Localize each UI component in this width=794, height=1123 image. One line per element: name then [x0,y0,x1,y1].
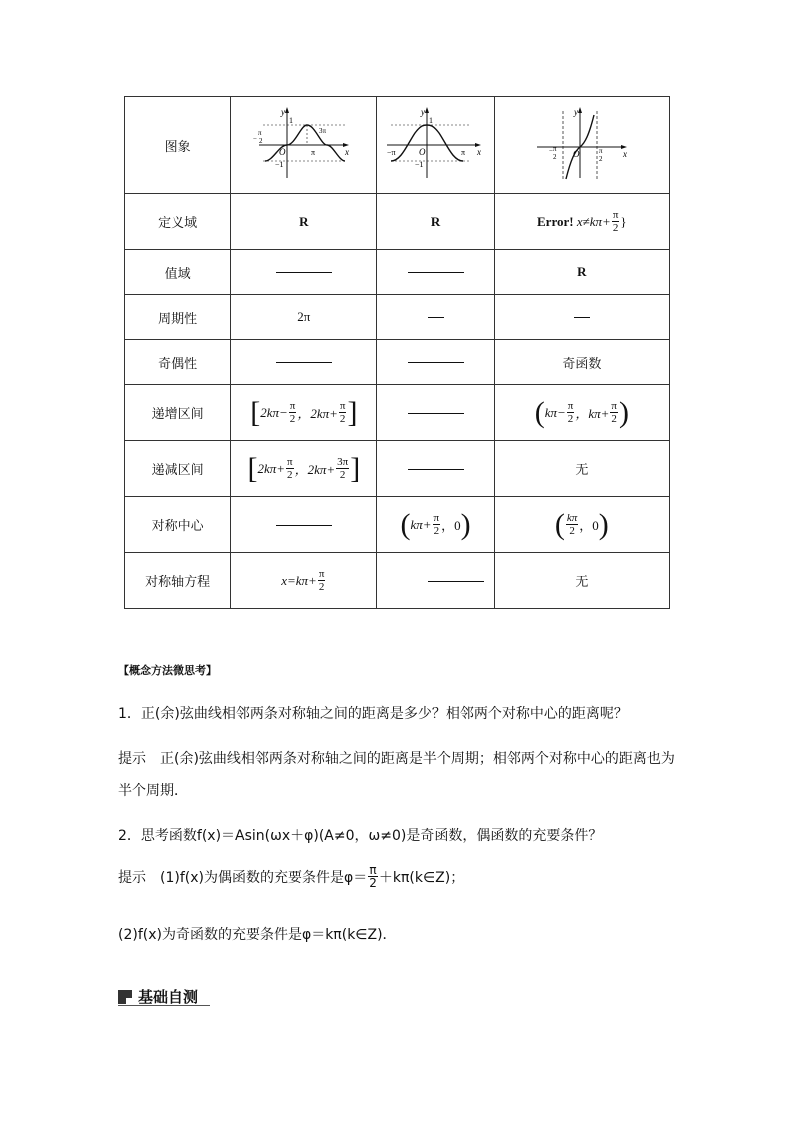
tangent-domain [494,194,669,250]
frac-num: π [289,400,296,412]
graph-3pi-label: 3π [318,127,326,135]
graph-neg-one-label: −1 [274,160,284,169]
row-label: 值域 [125,250,231,295]
graph-pi-label: π [460,148,465,157]
trig-properties-table [124,96,670,609]
graph-y-label: y [573,107,578,117]
cosine-parity [377,340,494,385]
tangent-period [494,295,669,340]
expr-part: ，0 [441,518,461,533]
cosine-center: ( kπ+ $\frac{\pi}{2}$ ，0 ) [377,497,494,553]
frac-num: π [287,456,293,468]
frac-num: π [339,400,346,412]
graph-x-label: x [622,149,627,159]
tangent-decreasing: 无 [494,441,669,497]
graph-origin-label: O [278,147,286,157]
sine-graph [249,103,359,183]
tangent-range: R [494,250,669,295]
expr-part: 2kπ+ [257,460,285,476]
frac-den: 2 [433,525,440,537]
frac-den: 2 [318,581,325,593]
graph-neg-label: − [252,135,257,143]
row-label: 递增区间 [125,385,231,441]
table-row [125,295,670,340]
tangent-increasing: ( kπ− $\frac{\pi}{2}$ ，kπ+ $\frac{\pi}{2}$ ) [494,385,669,441]
graph-one-label: 1 [288,116,293,125]
graph-neg-one-label: −1 [414,160,424,169]
graph-pi-small-label: π [257,129,262,137]
sine-range [231,250,377,295]
table-row [125,194,670,250]
row-label: 对称中心 [125,497,231,553]
sine-domain: R [231,194,377,250]
cosine-axis [377,553,494,609]
cosine-range [377,250,494,295]
expr-part: 2kπ− [260,404,288,420]
tangent-graph-cell [494,97,669,194]
cosine-period [377,295,494,340]
expr-part: kπ+ [410,516,432,532]
graph-two-label: 2 [598,155,603,163]
frac-den: 2 [569,525,575,537]
graph-pi-label: π [598,147,603,155]
question-2: 2．思考函数f(x)＝Asin(ωx＋φ)(A≠0，ω≠0)是奇函数，偶函数的充要条件？ [118,828,603,844]
frac-num: π [318,568,325,580]
sine-graph-cell [231,97,377,194]
cosine-graph-cell [377,97,494,194]
frac-den: 2 [339,469,346,481]
graph-origin-label: O [418,147,426,157]
row-label: 周期性 [125,295,231,340]
expr-part: kπ− [544,404,566,420]
tangent-domain-expr: x≠kπ+ [576,213,611,229]
graph-pi-label: π [310,148,315,157]
table-row [125,340,670,385]
sine-parity [231,340,377,385]
frac-num: π [433,512,440,524]
row-label: 定义域 [125,194,231,250]
table-row [125,97,670,194]
frac-den: 2 [287,469,293,481]
graph-two-label: 2 [552,153,557,161]
table-row [125,441,670,497]
sine-axis [231,553,377,609]
sine-center [231,497,377,553]
table-row [125,250,670,295]
graph-origin-label: O [572,149,580,159]
cosine-domain: R [377,194,494,250]
tangent-graph [527,103,637,183]
frac-num: kπ [566,512,578,524]
row-label: 递减区间 [125,441,231,497]
graph-two-label: 2 [258,137,263,145]
row-label: 图象 [125,97,231,194]
tangent-parity: 奇函数 [494,340,669,385]
sine-increasing: [ 2kπ− $\frac{\pi}{2}$ ，2kπ+ $\frac{\pi}{2}$ ] [231,385,377,441]
expr-part: ，0 [579,518,599,533]
answer-1-line-2: 半个周期． [118,783,188,799]
question-1: 1．正(余)弦曲线相邻两条对称轴之间的距离是多少？相邻两个对称中心的距离呢？ [118,706,628,722]
frac-den: 2 [339,413,346,425]
frac-num: π [369,863,377,877]
section-title: 基础自测 [138,988,199,1006]
answer-1-line-1: 提示 正(余)弦曲线相邻两条对称轴之间的距离是半个周期；相邻两个对称中心的距离也为 [118,751,675,767]
graph-y-label: y [280,107,285,117]
frac-num: π [612,209,619,221]
graph-one-label: 1 [428,116,433,125]
sine-decreasing: [ 2kπ+ $\frac{\pi}{2}$ ，2kπ+ $\frac{3\pi}{2}$ ] [231,441,377,497]
section-header [118,986,198,1007]
frac-num: π [567,400,574,412]
answer-2 [118,864,464,889]
graph-x-label: x [476,147,481,157]
graph-pi-label: π [552,145,557,153]
row-label: 奇偶性 [125,340,231,385]
section-square-icon [118,990,132,1004]
section-divider [118,1005,210,1006]
expr-part: ，kπ+ [575,406,610,421]
graph-x-label: x [344,147,349,157]
frac-den: 2 [289,413,296,425]
frac-num: π [611,400,617,412]
cosine-graph [381,103,491,183]
think-title: 【概念方法微思考】 [118,664,217,677]
cosine-decreasing [377,441,494,497]
table-row [125,553,670,609]
table-row [125,385,670,441]
answer-2-pre: 提示 (1)f(x)为偶函数的充要条件是φ＝ [118,869,368,886]
expr-part: ，2kπ+ [294,462,336,477]
row-label: 对称轴方程 [125,553,231,609]
brace-close: } [620,213,627,229]
expr-part: x=kπ+ [281,572,317,588]
frac-den: 2 [611,413,617,425]
sine-period: 2π [231,295,377,340]
tangent-axis: 无 [494,553,669,609]
expr-part: ，2kπ+ [297,406,338,421]
frac-den: 2 [369,876,377,890]
frac-den: 2 [612,222,619,234]
error-text: Error! [537,213,574,229]
graph-y-label: y [420,107,425,117]
answer-2-post: ＋kπ(k∈Z)； [378,869,465,886]
answer-3: (2)f(x)为奇函数的充要条件是φ＝kπ(k∈Z)． [118,927,397,943]
cosine-increasing [377,385,494,441]
table-row [125,497,670,553]
frac-num: 3π [337,456,349,468]
graph-neg-pi-label: −π [386,148,396,157]
tangent-center: ( $\frac{k\pi}{2}$ ，0 ) [494,497,669,553]
graph-neg-label: − [548,147,553,155]
frac-den: 2 [567,413,574,425]
